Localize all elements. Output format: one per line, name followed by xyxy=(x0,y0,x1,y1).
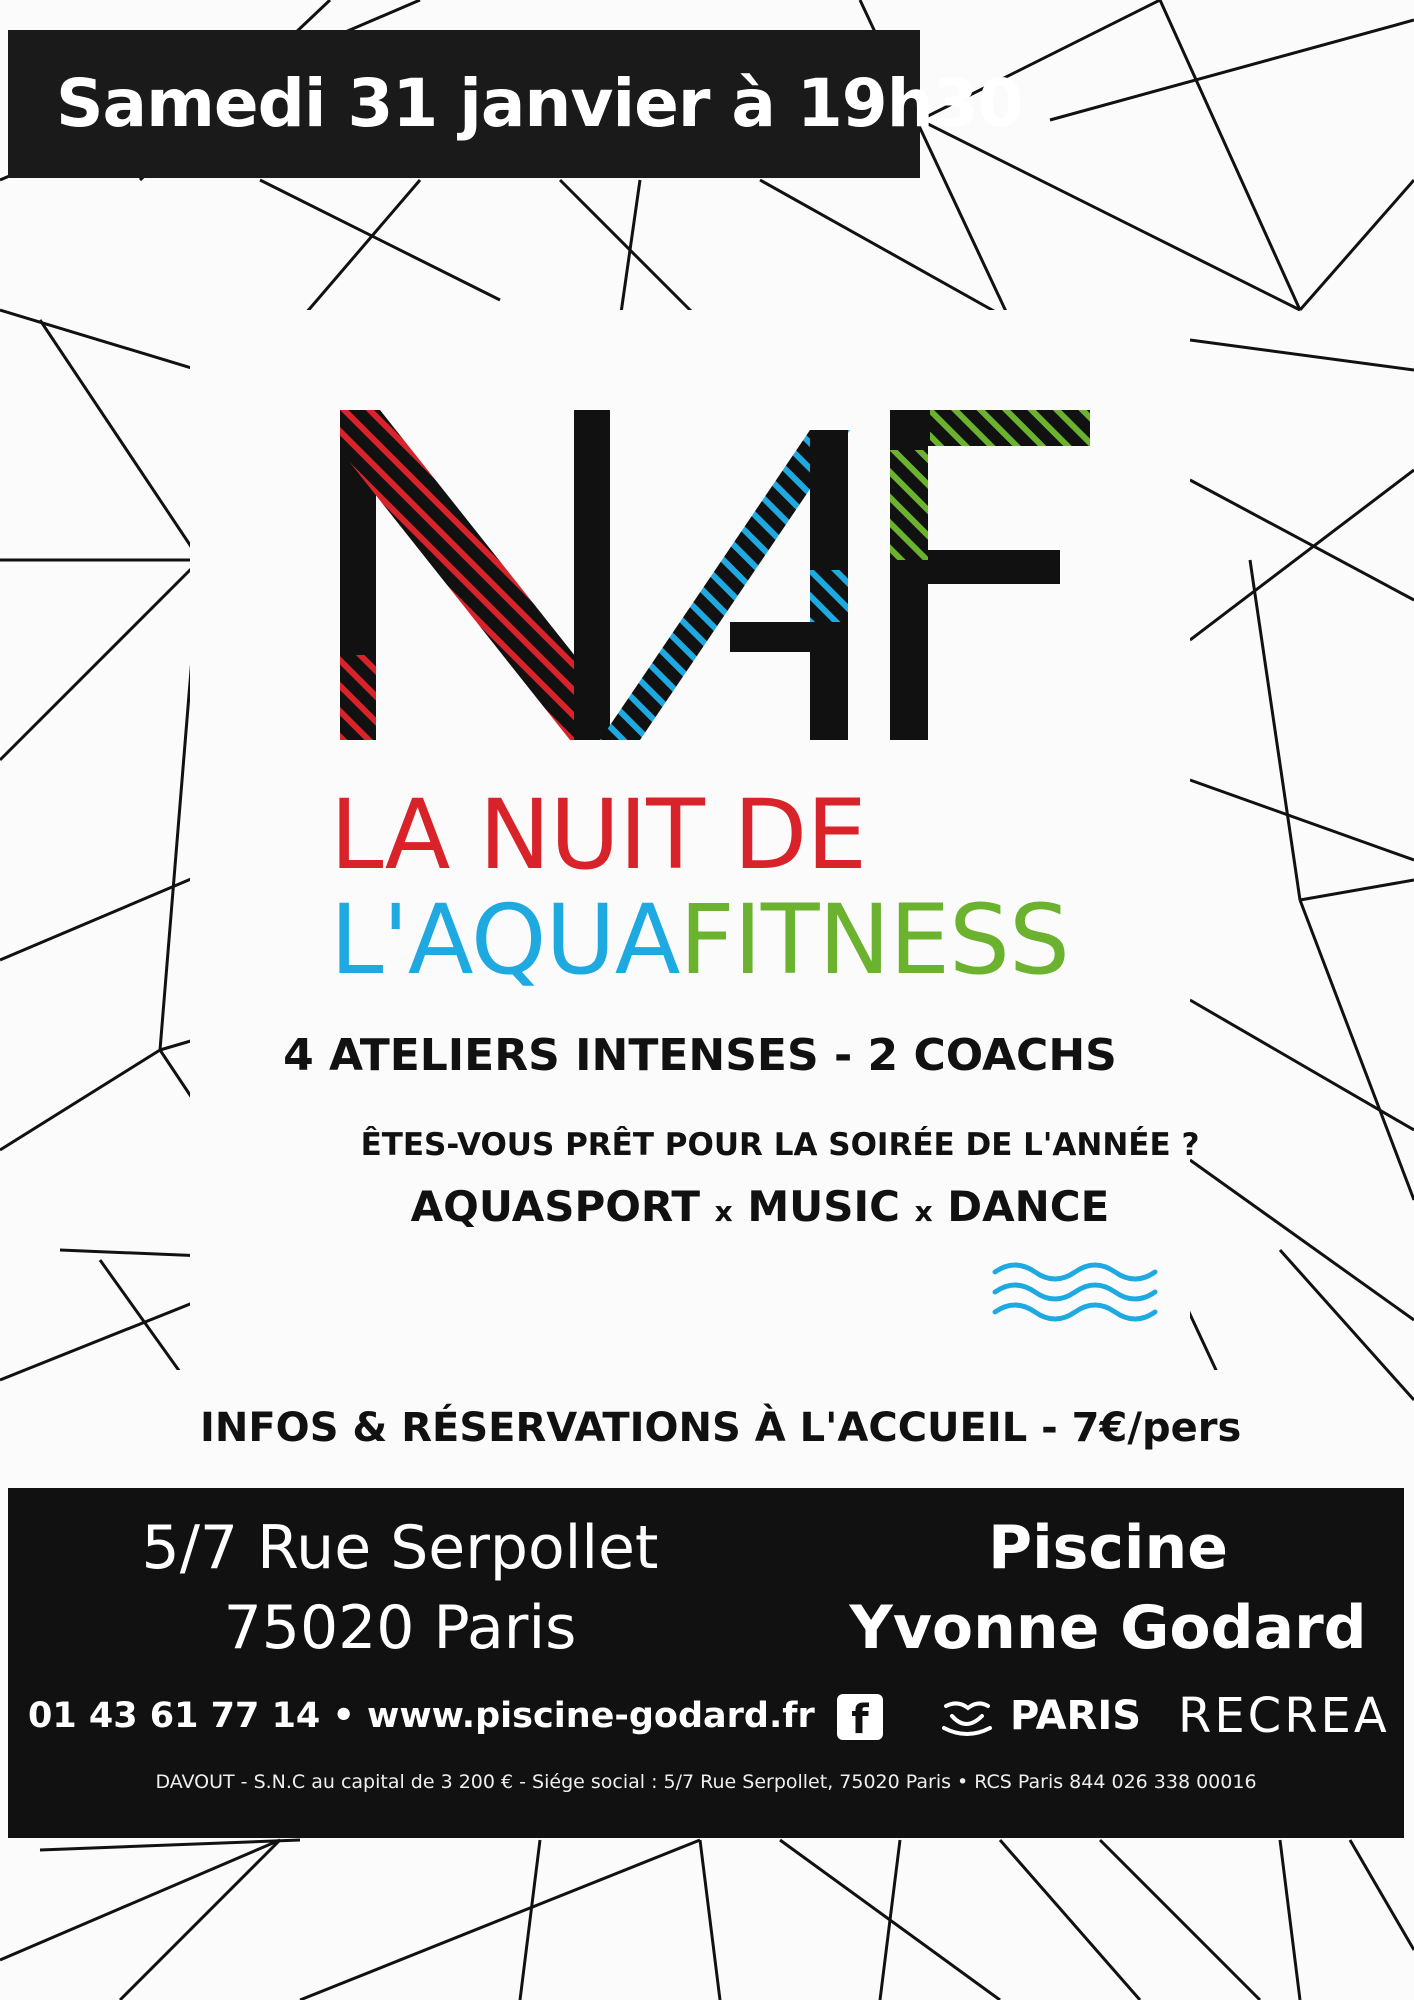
contact-line xyxy=(28,1686,883,1746)
separator-x: x xyxy=(714,1195,733,1228)
aquasport-text: AQUASPORT xyxy=(410,1182,701,1231)
title-fitness: FITNESS xyxy=(679,884,1069,996)
paris-logo-text: PARIS xyxy=(1009,1693,1142,1739)
ateliers-text: 4 ATELIERS INTENSES - 2 COACHS xyxy=(283,1030,1117,1081)
facebook-icon[interactable]: f xyxy=(837,1694,883,1740)
dance-text: DANCE xyxy=(947,1182,1110,1231)
recrea-logo: RECREA xyxy=(1178,1688,1390,1744)
logo-letter-a xyxy=(600,430,850,740)
title-line-2 xyxy=(330,884,1150,996)
separator-x: x xyxy=(914,1195,933,1228)
footer-bar xyxy=(8,1488,1404,1838)
infos-reservations-text: INFOS & RÉSERVATIONS À L'ACCUEIL - 7€/pers xyxy=(200,1405,1242,1451)
legal-mentions: DAVOUT - S.N.C au capital de 3 200 € - Siége social : 5/7 Rue Serpollet, 75020 Paris • RCS Paris 844 026 338 00016 xyxy=(155,1771,1257,1793)
title-aqua: L'AQUA xyxy=(330,884,680,996)
venue-name-line-1: Piscine xyxy=(988,1513,1228,1583)
logo-letter-n xyxy=(340,410,610,740)
venue-name-line-2: Yvonne Godard xyxy=(849,1593,1367,1663)
title-la-nuit-de: LA NUIT DE xyxy=(330,779,866,891)
paris-logo-icon xyxy=(938,1698,996,1738)
waves-icon xyxy=(990,1258,1160,1326)
address-street: 5/7 Rue Serpollet xyxy=(141,1513,659,1583)
naf-logo xyxy=(330,400,1100,750)
music-text: MUSIC xyxy=(747,1182,900,1231)
address-city: 75020 Paris xyxy=(223,1593,577,1663)
date-banner: Samedi 31 janvier à 19h30 xyxy=(8,30,920,178)
aquasport-line xyxy=(380,1182,1140,1231)
contact-phone-website[interactable]: 01 43 61 77 14 • www.piscine-godard.fr xyxy=(28,1696,815,1736)
question-text: ÊTES-VOUS PRÊT POUR LA SOIRÉE DE L'ANNÉE ? xyxy=(360,1127,1200,1163)
title-line-1 xyxy=(330,779,1150,891)
logo-letter-f xyxy=(890,410,1090,740)
paris-logo xyxy=(938,1686,1141,1746)
